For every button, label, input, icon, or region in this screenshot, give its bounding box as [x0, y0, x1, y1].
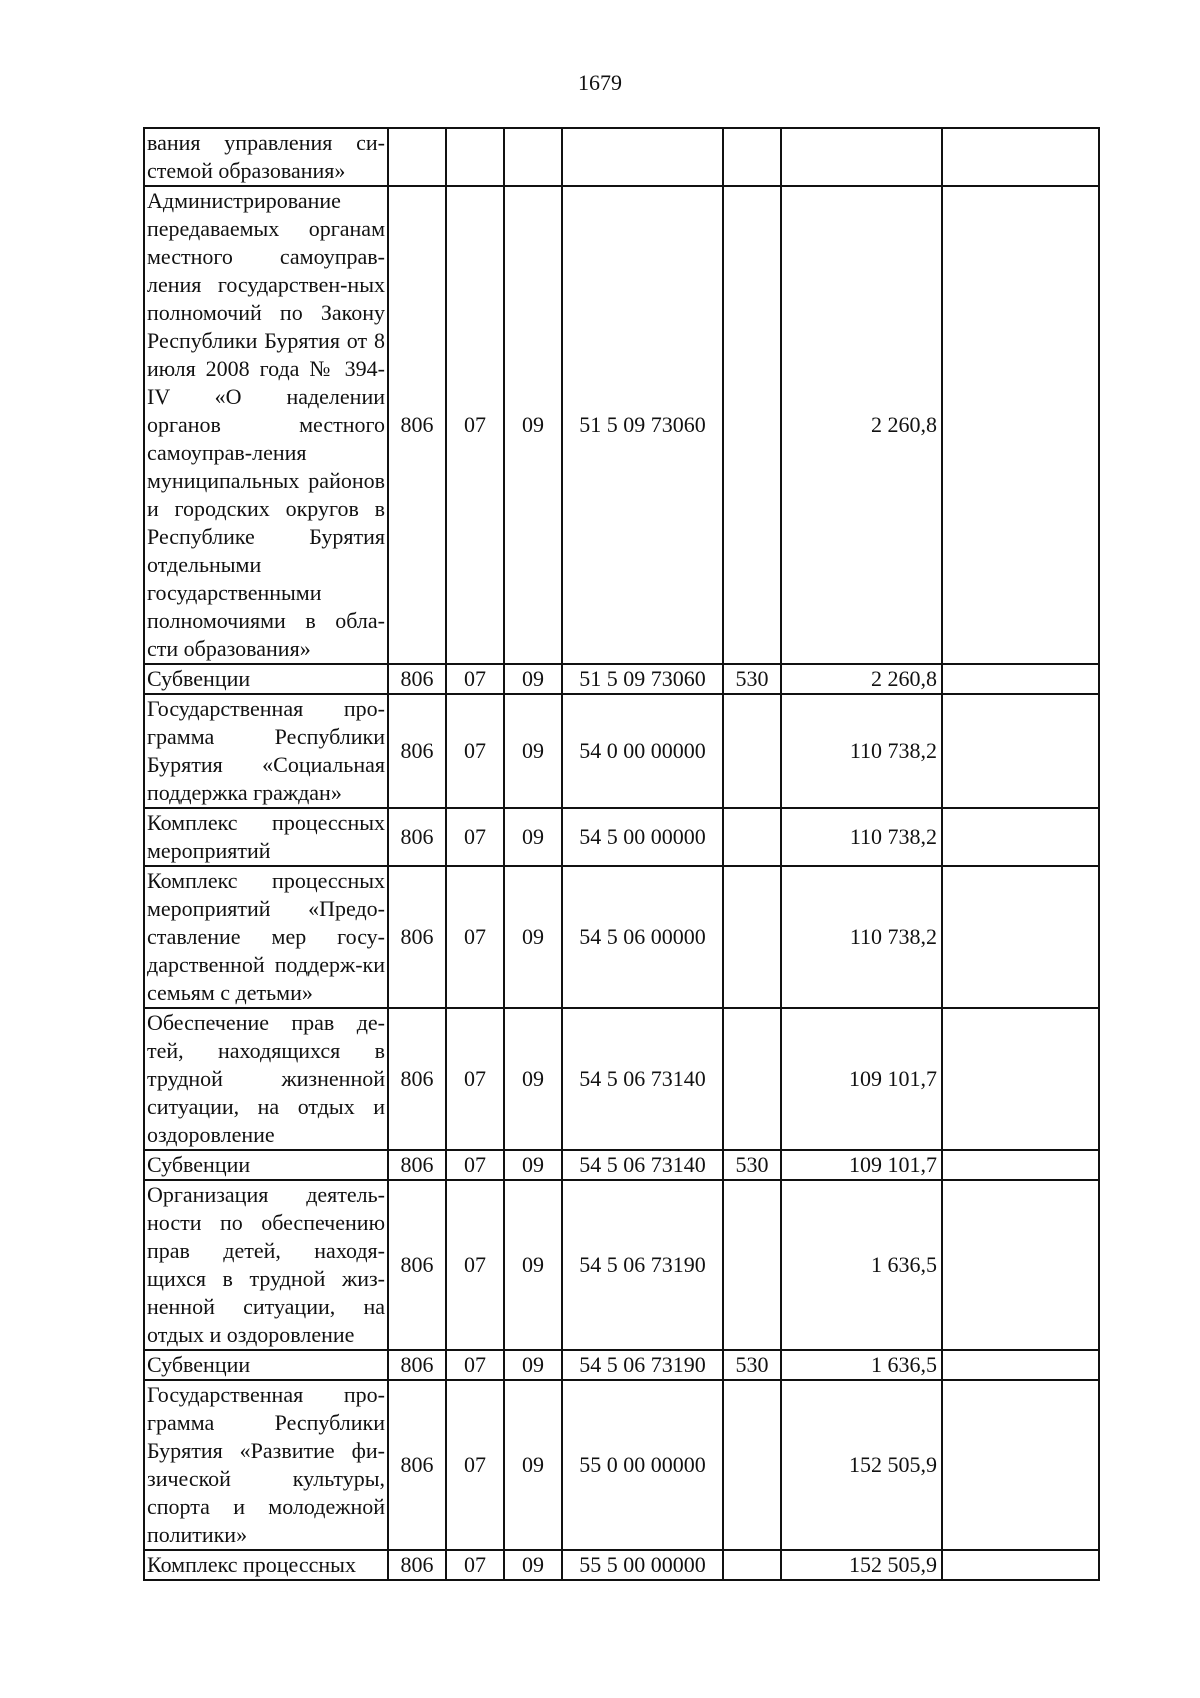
extra-cell	[942, 1008, 1099, 1150]
section-code-cell: 07	[446, 808, 504, 866]
section-code-cell: 07	[446, 1180, 504, 1350]
section-code-cell	[446, 128, 504, 186]
department-code-cell: 806	[388, 808, 446, 866]
extra-cell	[942, 1350, 1099, 1380]
extra-cell	[942, 866, 1099, 1008]
department-code-cell: 806	[388, 866, 446, 1008]
page-number: 1679	[578, 70, 622, 95]
expense-type-cell	[723, 186, 781, 664]
extra-cell	[942, 808, 1099, 866]
target-article-cell: 54 5 06 73140	[562, 1150, 723, 1180]
amount-cell: 1 636,5	[781, 1350, 942, 1380]
section-code-cell: 07	[446, 694, 504, 808]
extra-cell	[942, 1550, 1099, 1580]
row-name-cell: Комплекс процессных	[144, 1550, 388, 1580]
amount-cell: 2 260,8	[781, 186, 942, 664]
expense-type-cell	[723, 1180, 781, 1350]
row-name-cell: Администрирование передаваемых органам местного самоуправ-ления государствен-ных полномочий по Закону Республики Бурятия от 8 июля 2008 года № 394-IV «О наделении органов местного самоуправ-ления муниципальных районов и городских округов в Республике Бурятия отдельными государственными полномочиями в обла-сти образования»	[144, 186, 388, 664]
target-article-cell: 54 5 06 73190	[562, 1350, 723, 1380]
department-code-cell: 806	[388, 1380, 446, 1550]
department-code-cell: 806	[388, 1550, 446, 1580]
table-row	[144, 1180, 1099, 1350]
extra-cell	[942, 186, 1099, 664]
target-article-cell: 54 5 06 00000	[562, 866, 723, 1008]
department-code-cell: 806	[388, 1180, 446, 1350]
row-name-cell: Субвенции	[144, 1150, 388, 1180]
section-code-cell: 07	[446, 1380, 504, 1550]
subsection-code-cell: 09	[504, 1180, 562, 1350]
row-name-cell: Субвенции	[144, 664, 388, 694]
amount-cell: 110 738,2	[781, 694, 942, 808]
target-article-cell: 54 5 06 73140	[562, 1008, 723, 1150]
amount-cell: 109 101,7	[781, 1008, 942, 1150]
amount-cell: 152 505,9	[781, 1380, 942, 1550]
section-code-cell: 07	[446, 1008, 504, 1150]
table-row	[144, 1008, 1099, 1150]
amount-cell: 110 738,2	[781, 808, 942, 866]
expense-type-cell	[723, 866, 781, 1008]
amount-cell: 152 505,9	[781, 1550, 942, 1580]
table-row	[144, 128, 1099, 186]
expense-type-cell	[723, 1380, 781, 1550]
target-article-cell	[562, 128, 723, 186]
budget-table	[143, 127, 1100, 1581]
amount-cell: 2 260,8	[781, 664, 942, 694]
expense-type-cell: 530	[723, 1150, 781, 1180]
department-code-cell: 806	[388, 186, 446, 664]
extra-cell	[942, 664, 1099, 694]
table-row	[144, 1350, 1099, 1380]
table-row	[144, 866, 1099, 1008]
extra-cell	[942, 128, 1099, 186]
expense-type-cell	[723, 128, 781, 186]
table-row	[144, 694, 1099, 808]
table-row	[144, 186, 1099, 664]
subsection-code-cell: 09	[504, 808, 562, 866]
extra-cell	[942, 694, 1099, 808]
subsection-code-cell: 09	[504, 1350, 562, 1380]
subsection-code-cell: 09	[504, 1150, 562, 1180]
row-name-cell: Организация деятель-ности по обеспечению прав детей, находя-щихся в трудной жиз-ненной ситуации, на отдых и оздоровление	[144, 1180, 388, 1350]
department-code-cell	[388, 128, 446, 186]
row-name-cell: Комплекс процессных мероприятий	[144, 808, 388, 866]
amount-cell: 110 738,2	[781, 866, 942, 1008]
target-article-cell: 51 5 09 73060	[562, 186, 723, 664]
amount-cell	[781, 128, 942, 186]
expense-type-cell	[723, 694, 781, 808]
table-body	[144, 128, 1099, 1580]
amount-cell: 109 101,7	[781, 1150, 942, 1180]
amount-cell: 1 636,5	[781, 1180, 942, 1350]
row-name-cell: Государственная про-грамма Республики Бурятия «Развитие фи-зической культуры, спорта и молодежной политики»	[144, 1380, 388, 1550]
row-name-cell: Обеспечение прав де-тей, находящихся в трудной жизненной ситуации, на отдых и оздоровление	[144, 1008, 388, 1150]
target-article-cell: 51 5 09 73060	[562, 664, 723, 694]
table-row	[144, 808, 1099, 866]
table-row	[144, 1550, 1099, 1580]
section-code-cell: 07	[446, 186, 504, 664]
section-code-cell: 07	[446, 866, 504, 1008]
section-code-cell: 07	[446, 664, 504, 694]
subsection-code-cell: 09	[504, 866, 562, 1008]
section-code-cell: 07	[446, 1550, 504, 1580]
row-name-cell: Комплекс процессных мероприятий «Предо-ставление мер госу-дарственной поддерж-ки семьям с детьми»	[144, 866, 388, 1008]
subsection-code-cell: 09	[504, 1550, 562, 1580]
extra-cell	[942, 1150, 1099, 1180]
target-article-cell: 54 5 06 73190	[562, 1180, 723, 1350]
extra-cell	[942, 1180, 1099, 1350]
target-article-cell: 54 0 00 00000	[562, 694, 723, 808]
department-code-cell: 806	[388, 1150, 446, 1180]
expense-type-cell	[723, 1008, 781, 1150]
section-code-cell: 07	[446, 1350, 504, 1380]
section-code-cell: 07	[446, 1150, 504, 1180]
row-name-cell: вания управления си-стемой образования»	[144, 128, 388, 186]
subsection-code-cell: 09	[504, 664, 562, 694]
table-row	[144, 664, 1099, 694]
subsection-code-cell: 09	[504, 694, 562, 808]
row-name-cell: Субвенции	[144, 1350, 388, 1380]
table-row	[144, 1380, 1099, 1550]
expense-type-cell	[723, 1550, 781, 1580]
department-code-cell: 806	[388, 1008, 446, 1150]
target-article-cell: 55 0 00 00000	[562, 1380, 723, 1550]
expense-type-cell: 530	[723, 1350, 781, 1380]
row-name-cell: Государственная про-грамма Республики Бурятия «Социальная поддержка граждан»	[144, 694, 388, 808]
subsection-code-cell: 09	[504, 1380, 562, 1550]
target-article-cell: 54 5 00 00000	[562, 808, 723, 866]
department-code-cell: 806	[388, 664, 446, 694]
target-article-cell: 55 5 00 00000	[562, 1550, 723, 1580]
expense-type-cell: 530	[723, 664, 781, 694]
subsection-code-cell	[504, 128, 562, 186]
table-row	[144, 1150, 1099, 1180]
extra-cell	[942, 1380, 1099, 1550]
department-code-cell: 806	[388, 694, 446, 808]
subsection-code-cell: 09	[504, 186, 562, 664]
department-code-cell: 806	[388, 1350, 446, 1380]
subsection-code-cell: 09	[504, 1008, 562, 1150]
expense-type-cell	[723, 808, 781, 866]
